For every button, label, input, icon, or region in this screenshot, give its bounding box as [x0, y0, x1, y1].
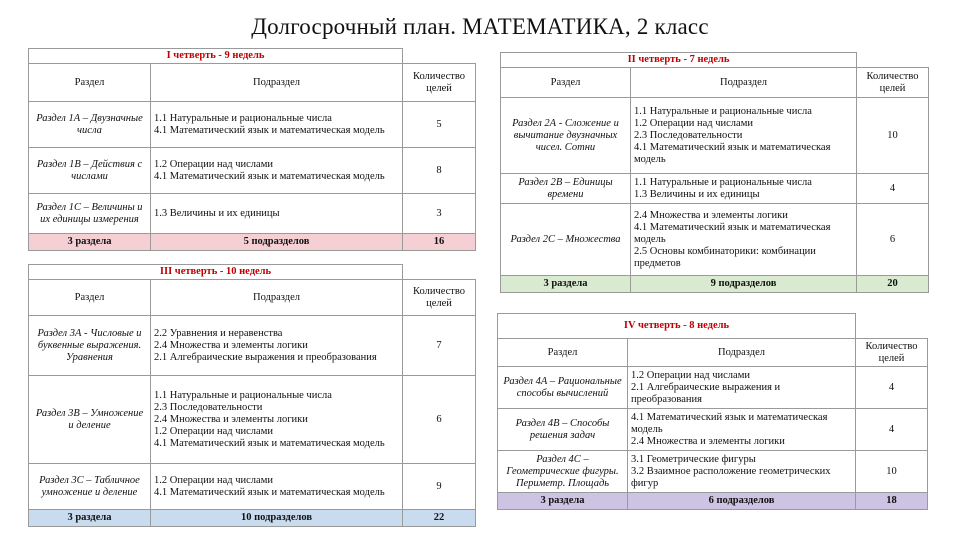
count-cell: 8	[403, 148, 476, 194]
subsection-item: 4.1 Математический язык и математическая модель	[634, 141, 831, 165]
subsection-item: 2.4 Множества и элементы логики	[154, 339, 308, 351]
section-cell: Раздел 4С – Геометрические фигуры. Периметр. Площадь	[498, 451, 628, 493]
subsection-header: Подраздел	[151, 64, 403, 102]
subsection-item: 2.4 Множества и элементы логики	[634, 209, 788, 221]
count-cell: 3	[403, 194, 476, 234]
subsection-item: 1.3 Величины и их единицы	[634, 188, 760, 200]
quarter-3-title: III четверть - 10 недель	[29, 265, 403, 280]
subsection-cell	[151, 464, 403, 510]
section-header: Раздел	[29, 64, 151, 102]
subsection-item: 2.3 Последовательности	[634, 129, 743, 141]
subsection-header: Подраздел	[628, 339, 856, 367]
subsection-header: Подраздел	[151, 280, 403, 316]
subsection-cell	[628, 451, 856, 493]
count-cell: 5	[403, 102, 476, 148]
subsection-cell	[151, 376, 403, 464]
subsection-item: 4.1 Математический язык и математическая модель	[634, 221, 831, 245]
quarter-1-title: I четверть - 9 недель	[29, 49, 403, 64]
subsection-cell	[631, 174, 857, 204]
subsection-item: 4.1 Математический язык и математическая модель	[154, 124, 385, 136]
section-header: Раздел	[29, 280, 151, 316]
subsection-item: 4.1 Математический язык и математическая модель	[631, 411, 828, 435]
subsection-item: 3.1 Геометрические фигуры	[631, 453, 756, 465]
quarter-2-table	[500, 52, 929, 293]
subsection-item: 1.1 Натуральные и рациональные числа	[154, 112, 332, 124]
subsection-cell	[631, 204, 857, 276]
subsection-item: 1.1 Натуральные и рациональные числа	[634, 105, 812, 117]
subsection-item: 2.4 Множества и элементы логики	[631, 435, 785, 447]
section-header: Раздел	[498, 339, 628, 367]
quarter-4-table	[497, 313, 928, 510]
total-subsections: 9 подразделов	[631, 276, 857, 293]
total-subsections: 10 подразделов	[151, 510, 403, 527]
subsection-item: 1.2 Операции над числами	[631, 369, 750, 381]
subsection-cell	[631, 98, 857, 174]
total-count: 20	[857, 276, 929, 293]
total-subsections: 6 подразделов	[628, 493, 856, 510]
subsection-cell	[628, 367, 856, 409]
quarter-4-title: IV четверть - 8 недель	[498, 314, 856, 339]
subsection-item: 1.2 Операции над числами	[154, 425, 273, 437]
subsection-item: 1.1 Натуральные и рациональные числа	[154, 389, 332, 401]
subsection-item: 1.3 Величины и их единицы	[154, 207, 280, 219]
subsection-item: 4.1 Математический язык и математическая модель	[154, 486, 385, 498]
total-sections: 3 раздела	[29, 510, 151, 527]
subsection-item: 2.1 Алгебраические выражения и преобразования	[631, 381, 781, 405]
section-cell: Раздел 1В – Действия с числами	[29, 148, 151, 194]
section-cell: Раздел 2А - Сложение и вычитание двузначных чисел. Сотни	[501, 98, 631, 174]
count-header: Количество целей	[856, 339, 928, 367]
subsection-item: 1.2 Операции над числами	[634, 117, 753, 129]
section-cell: Раздел 4В – Способы решения задач	[498, 409, 628, 451]
total-subsections: 5 подразделов	[151, 234, 403, 251]
total-count: 18	[856, 493, 928, 510]
count-header: Количество целей	[403, 280, 476, 316]
section-cell: Раздел 3С – Табличное умножение и деление	[29, 464, 151, 510]
total-sections: 3 раздела	[501, 276, 631, 293]
subsection-cell	[151, 148, 403, 194]
subsection-item: 3.2 Взаимное расположение геометрических фигур	[631, 465, 831, 489]
subsection-item: 1.1 Натуральные и рациональные числа	[634, 176, 812, 188]
subsection-cell	[628, 409, 856, 451]
count-cell: 4	[856, 367, 928, 409]
section-cell: Раздел 1С – Величины и их единицы измерения	[29, 194, 151, 234]
total-count: 22	[403, 510, 476, 527]
count-cell: 6	[857, 204, 929, 276]
total-count: 16	[403, 234, 476, 251]
section-cell: Раздел 2С – Множества	[501, 204, 631, 276]
count-header: Количество целей	[403, 64, 476, 102]
count-cell: 4	[856, 409, 928, 451]
count-cell: 6	[403, 376, 476, 464]
count-cell: 7	[403, 316, 476, 376]
subsection-item: 2.3 Последовательности	[154, 401, 263, 413]
section-cell: Раздел 4А – Рациональные способы вычислений	[498, 367, 628, 409]
subsection-item: 2.4 Множества и элементы логики	[154, 413, 308, 425]
count-cell: 10	[857, 98, 929, 174]
subsection-item: 2.1 Алгебраические выражения и преобразования	[154, 351, 377, 363]
subsection-item: 2.5 Основы комбинаторики: комбинации предметов	[634, 245, 816, 269]
quarter-1-table	[28, 48, 476, 251]
count-cell: 4	[857, 174, 929, 204]
count-cell: 9	[403, 464, 476, 510]
section-header: Раздел	[501, 68, 631, 98]
section-cell: Раздел 1А – Двузначные числа	[29, 102, 151, 148]
quarter-2-title: II четверть - 7 недель	[501, 53, 857, 68]
subsection-item: 1.2 Операции над числами	[154, 158, 273, 170]
subsection-cell	[151, 316, 403, 376]
total-sections: 3 раздела	[498, 493, 628, 510]
subsection-item: 2.2 Уравнения и неравенства	[154, 327, 283, 339]
subsection-item: 1.2 Операции над числами	[154, 474, 273, 486]
quarter-3-table	[28, 264, 476, 527]
subsection-header: Подраздел	[631, 68, 857, 98]
count-header: Количество целей	[857, 68, 929, 98]
page-title: Долгосрочный план. МАТЕМАТИКА, 2 класс	[251, 14, 709, 39]
section-cell: Раздел 3В – Умножение и деление	[29, 376, 151, 464]
total-sections: 3 раздела	[29, 234, 151, 251]
section-cell: Раздел 2В – Единицы времени	[501, 174, 631, 204]
subsection-cell	[151, 102, 403, 148]
count-cell: 10	[856, 451, 928, 493]
section-cell: Раздел 3А - Числовые и буквенные выражения. Уравнения	[29, 316, 151, 376]
subsection-item: 4.1 Математический язык и математическая модель	[154, 437, 385, 449]
subsection-item: 4.1 Математический язык и математическая модель	[154, 170, 385, 182]
subsection-cell	[151, 194, 403, 234]
